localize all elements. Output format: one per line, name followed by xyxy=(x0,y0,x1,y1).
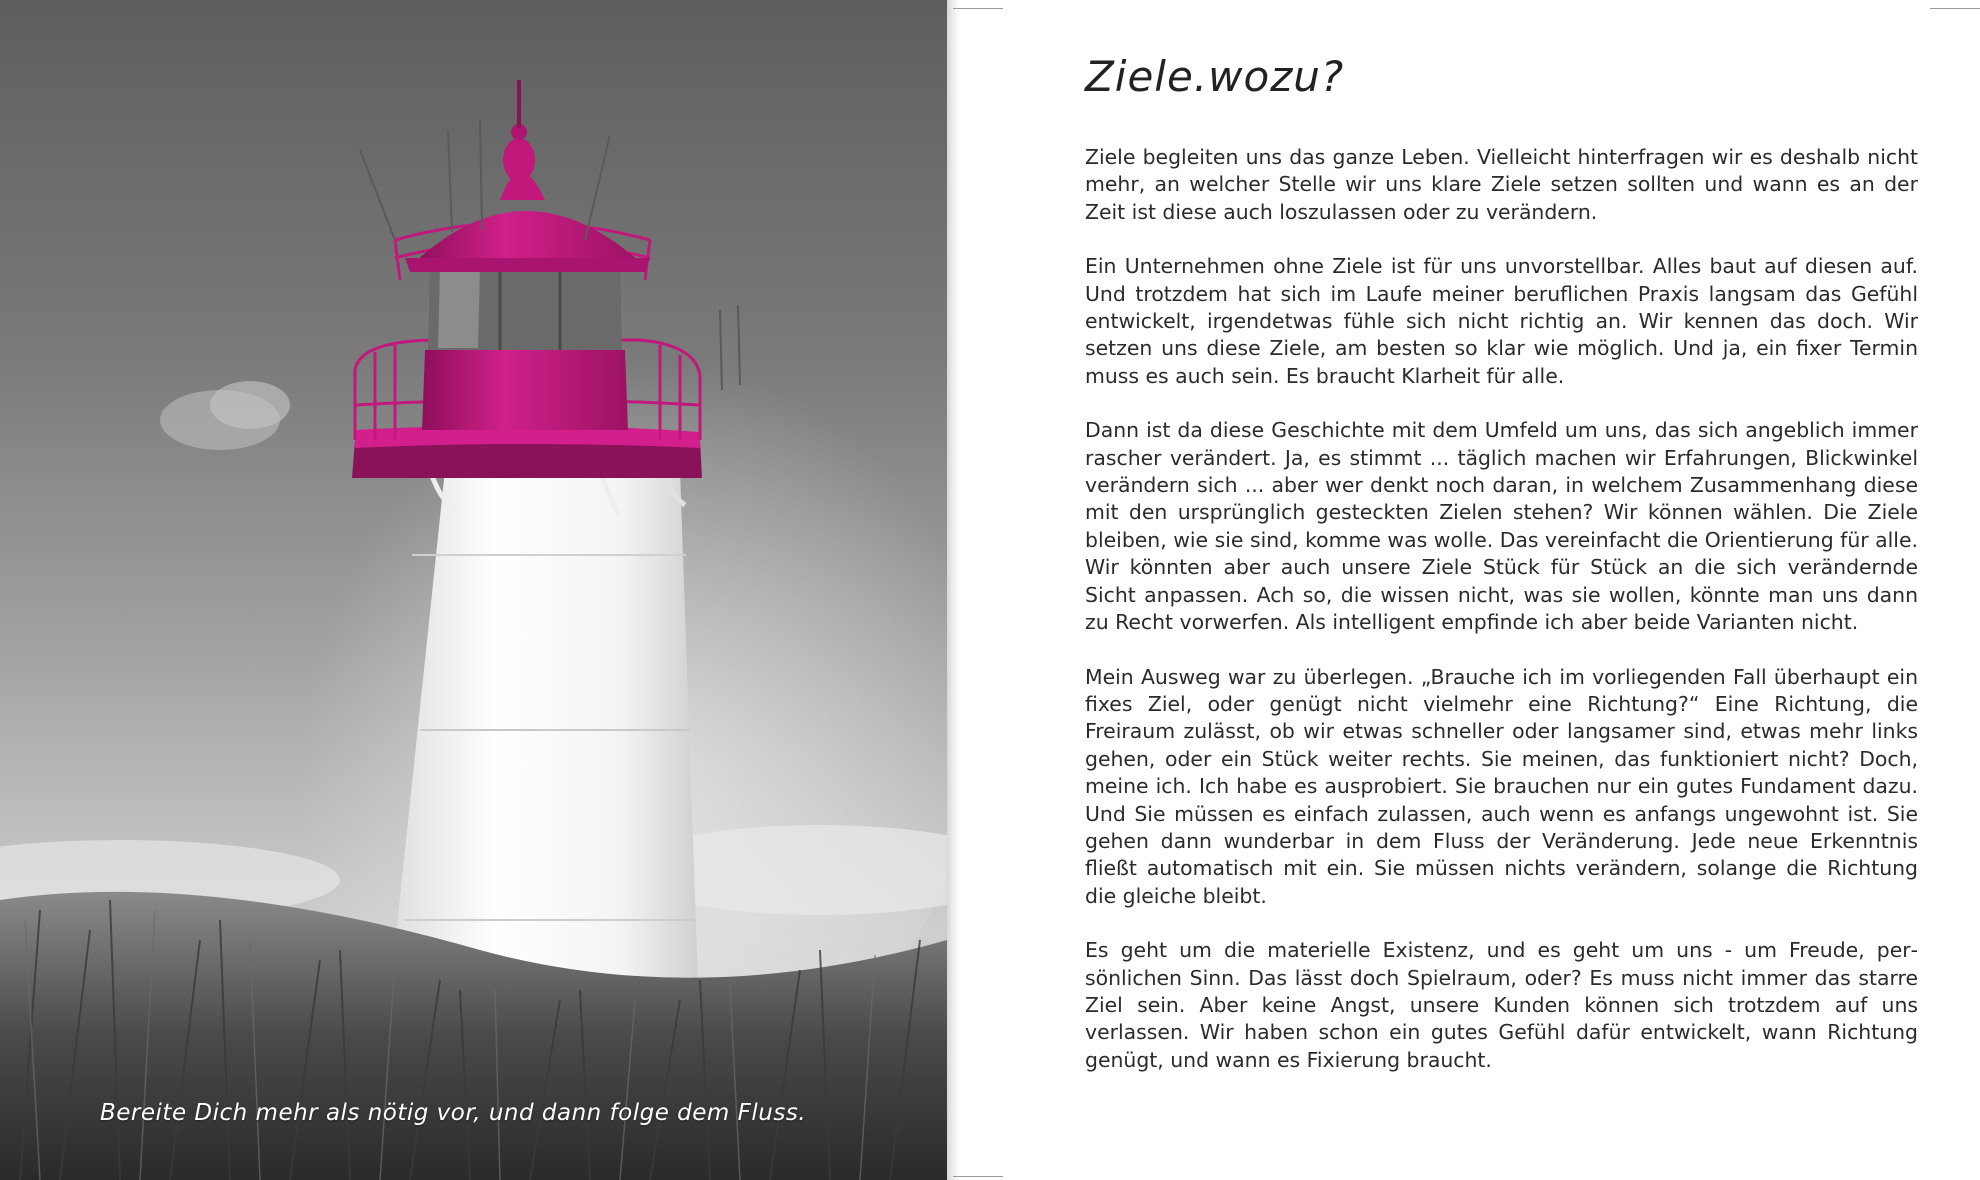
photo-caption: Bereite Dich mehr als nötig vor, und dann folge dem Fluss. xyxy=(100,1100,807,1126)
lighthouse-illustration xyxy=(0,0,947,1180)
body-text xyxy=(1085,144,1918,1101)
page-title: Ziele.wozu? xyxy=(1085,52,1345,101)
paragraph: Ein Unternehmen ohne Ziele ist für uns unvorstellbar. Alles baut auf diesen auf. Und trotzdem hat sich im Laufe meiner beruflichen Praxis langsam das Gefühl entwickelt, irgendetwas fühle sich nicht richtig an. Wir kennen das doch. Wir setzen uns diese Ziele, am besten so klar wie möglich. Und ja, ein fixer Termin muss es auch sein. Es braucht Klarheit für alle. xyxy=(1085,254,1918,388)
lantern-roof xyxy=(415,211,640,262)
text-page xyxy=(961,0,1980,1180)
paragraph: Dann ist da diese Geschichte mit dem Umfeld um uns, das sich angeblich immer rascher verändert. Ja, es stimmt ... täglich machen wir Erfahrungen, Blickwinkel verändern sich ... aber wer denkt noch daran, in welchem Zusammenhang diese mit den ursprünglich gesteckten Zielen stehen? Wir können wählen. Die Ziele bleiben, wie sie sind, komme was wolle. Das vereinfacht die Orientierung für alle. Wir könnten aber auch unsere Ziele Stück für Stück an die sich verändernde Sicht anpassen. Ach so, die wissen nicht, was sie wollen, könnte man uns dann zu Recht vorwerfen. Als intelligent empfinde ich aber beide Varianten nicht. xyxy=(1085,418,1918,635)
lighthouse-photo xyxy=(0,0,947,1180)
page-gutter xyxy=(947,0,961,1180)
paragraph: Mein Ausweg war zu überlegen. „Brauche ich im vorliegenden Fall überhaupt ein fixes Ziel, oder genügt nicht vielmehr eine Richtung?“ Eine Richtung, die Freiraum zulässt, ob wir etwas schneller oder langsamer sind, etwas mehr links gehen, oder ein Stück weiter rechts. Sie meinen, das funktioniert nicht? Doch, meine ich. Ich habe es ausprobiert. Sie brauchen nur ein gutes Fundament dazu. Und Sie müssen es einfach zulassen, auch wenn es anfangs ungewohnt ist. Sie gehen dann wunderbar in dem Fluss der Veränderung. Jede neue Erkenntnis fließt automatisch mit ein. Sie müssen nichts verändern, solange die Richtung die gleiche bleibt. xyxy=(1085,664,1918,908)
paragraph: Ziele begleiten uns das ganze Leben. Vielleicht hinterfragen wir es deshalb nicht mehr, an welcher Stelle wir uns klare Ziele setzen sollten und wann es an der Zeit ist diese auch loszulassen oder zu verändern. xyxy=(1085,145,1918,224)
paragraph: Es geht um die materielle Existenz, und es geht um uns - um Freude, persönlichen Sinn. Das lässt doch Spielraum, oder? Es muss nicht immer das starre Ziel sein. Aber keine Angst, unsere Kunden können sich trotzdem auf uns verlassen. Wir haben schon ein gutes Gefühl dafür entwickelt, wann Richtung genügt, und wann es Fixierung braucht. xyxy=(1085,938,1918,1072)
